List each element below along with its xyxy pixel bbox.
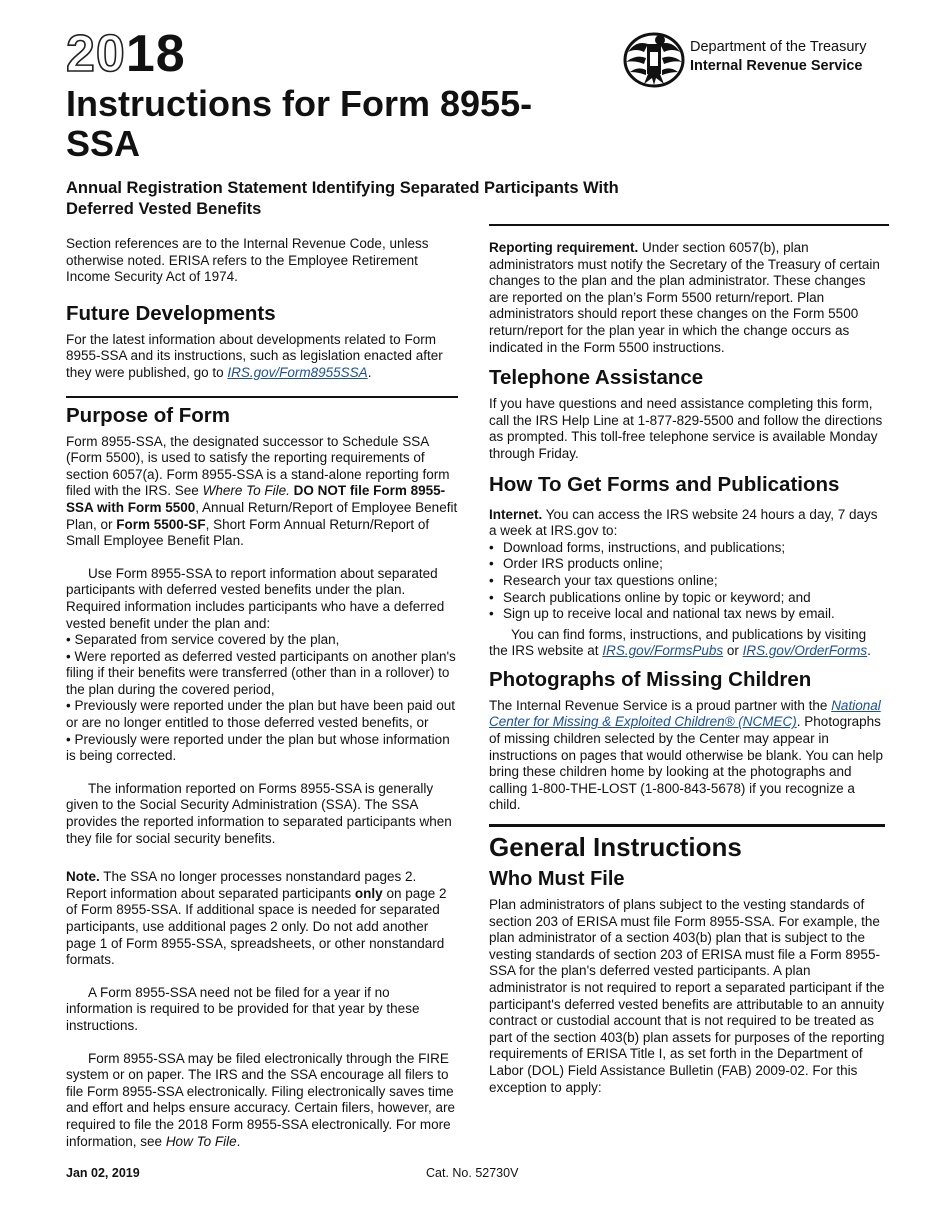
purpose-paragraph-2: Use Form 8955-SSA to report information about separated participants with deferred vested benefits under the plan. Required information includes participants who have a deferred vested benefit under the plan and: bbox=[66, 565, 445, 631]
forms-publications-heading: How To Get Forms and Publications bbox=[489, 472, 840, 496]
footer-date: Jan 02, 2019 bbox=[66, 1166, 140, 1180]
year-outline: 20 bbox=[66, 25, 126, 83]
internet-bullet-list bbox=[489, 540, 885, 623]
list-item: • Previously were reported under the plan but have been paid out or are no longer entitled to those deferred vested benefits, or bbox=[66, 698, 458, 731]
reporting-requirement-paragraph: Reporting requirement. Under section 6057(b), plan administrators must notify the Secretary of the Treasury of certain changes to the plan and the plan administrator. These changes are reported on the plan’s Form 5500 return/report. Plan administrators should report these changes on the Form 5500 return/report for the plan year in which the change occurs as indicated in the Form 5500 instructions. bbox=[489, 240, 880, 355]
list-item: • Search publications online by topic or keyword; and bbox=[489, 590, 885, 607]
agency-irs: Internal Revenue Service bbox=[690, 58, 863, 74]
purpose-paragraph-3: The information reported on Forms 8955-SSA is generally given to the Social Security Administration (SSA). The SSA provides the reported information to separated participants when they file for social security benefits. bbox=[66, 780, 452, 846]
how-to-file-ref: How To File bbox=[165, 1133, 237, 1149]
missing-children-paragraph: The Internal Revenue Service is a proud partner with the National Center for Missing & Exploited Children® (NCMEC). Photographs of missing children selected by the Center may appear in instructions on pages that would otherwise be blank. You can help bring these children home by looking at the photographs and calling 1-800-THE-LOST (1-800-843-5678) if you recognize a child. bbox=[489, 697, 884, 813]
purpose-paragraph-4: A Form 8955-SSA need not be filed for a year if no information is required to be provided for that year by these instructions. bbox=[66, 984, 420, 1033]
list-item: • Sign up to receive local and national tax news by email. bbox=[489, 606, 885, 623]
orderforms-link[interactable]: IRS.gov/OrderForms bbox=[742, 643, 868, 659]
who-must-file-heading: Who Must File bbox=[489, 868, 625, 891]
ncmec-link[interactable]: National Center for Missing & Exploited Children® (NCMEC) bbox=[489, 697, 881, 730]
formspubs-link[interactable]: IRS.gov/FormsPubs bbox=[602, 643, 724, 659]
left-column bbox=[66, 236, 458, 1166]
agency-department: Department of the Treasury bbox=[690, 39, 867, 55]
purpose-paragraph-1: Form 8955-SSA, the designated successor to Schedule SSA (Form 5500), is used to satisfy the reporting requirements of section 6057(a). Form 8955-SSA is a stand-alone reporting form filed with the IRS. See Where To File. DO NOT file Form 8955-SSA with Form 5500, Annual Return/Report of Employee Benefit Plan, or Form 5500-SF, Short Form Annual Return/Report of Small Employee Benefit Plan. bbox=[66, 433, 458, 549]
participant-bullet-list bbox=[66, 632, 458, 765]
list-item: • Separated from service covered by the plan, bbox=[66, 632, 458, 649]
right-column-rule bbox=[489, 224, 889, 234]
list-item: • Previously were reported under the plan but whose information is being corrected. bbox=[66, 732, 458, 765]
note-paragraph: Note. The SSA no longer processes nonstandard pages 2. Report information about separated participants only on page 2 of Form 8955-SSA. If additional space is needed for separated participants, use additional pages 2 only. Do not add another page 1 of Form 8955-SSA, spreadsheets, or other nonstandard formats. bbox=[66, 869, 447, 968]
purpose-of-form-heading: Purpose of Form bbox=[66, 396, 458, 428]
missing-children-heading: Photographs of Missing Children bbox=[489, 667, 812, 691]
list-item: • Order IRS products online; bbox=[489, 556, 885, 573]
list-item: • Were reported as deferred vested participants on another plan's filing if their benefits were transferred (other than in a rollover) to the plan during the covered period, bbox=[66, 649, 458, 699]
future-developments-paragraph: For the latest information about developments related to Form 8955-SSA and its instructions, such as legislation enacted after they were published, go to IRS.gov/Form8955SSA. bbox=[66, 331, 443, 380]
year-bold: 18 bbox=[125, 25, 186, 83]
where-to-file-ref: Where To File. bbox=[202, 483, 290, 499]
purpose-paragraph-5: Form 8955-SSA may be filed electronically through the FIRE system or on paper. The IRS and the SSA encourage all filers to file Form 8955-SSA electronically. Filing electronically saves time and effort and helps ensure accuracy. Certain filers, however, are required to file the 2018 Form 8955-SSA electronically. For more information, see How To File. bbox=[66, 1050, 455, 1149]
page-title: Instructions for Form 8955-SSA bbox=[66, 83, 533, 164]
future-developments-heading: Future Developments bbox=[66, 301, 276, 325]
telephone-assistance-heading: Telephone Assistance bbox=[489, 366, 704, 390]
find-forms-paragraph: You can find forms, instructions, and publications by visiting the IRS website at IRS.gov/FormsPubs or IRS.gov/OrderForms. bbox=[489, 626, 871, 659]
agency-block bbox=[690, 38, 867, 76]
internet-paragraph: Internet. You can access the IRS website 24 hours a day, 7 days a week at IRS.gov to: bbox=[489, 506, 878, 539]
general-instructions-heading: General Instructions bbox=[489, 824, 885, 863]
form-year bbox=[66, 26, 186, 82]
who-must-file-paragraph: Plan administrators of plans subject to the vesting standards of section 203 of ERISA must file Form 8955-SSA. For example, the plan administrator of a section 403(b) plan that is subject to the vesting standards of section 203 of ERISA must file a Form 8955-SSA for the plan's deferred vested participants. A plan administrator is not required to report a separated participant if the participant's deferred vested benefits are attributable to an annuity contract or custodial account that is not required to be treated as part of the section 403(b) plan assets for purposes of the reporting requirements of ERISA Title I, as set forth in the Department of Labor (DOL) Field Assistance Bulletin (FAB) 2009-02. For this exception to apply: bbox=[489, 897, 885, 1095]
telephone-assistance-paragraph: If you have questions and need assistance completing this form, call the IRS Help Line at 1-877-829-5500 and follow the directions as prompted. This toll-free telephone service is available Monday through Friday. bbox=[489, 396, 883, 461]
right-column bbox=[489, 240, 885, 1112]
page-subtitle: Annual Registration Statement Identifying Separated Participants With Deferred Vested Benefits bbox=[66, 179, 619, 218]
form8955ssa-link[interactable]: IRS.gov/Form8955SSA bbox=[227, 364, 368, 380]
footer-cat-number: Cat. No. 52730V bbox=[426, 1166, 519, 1180]
intro-paragraph: Section references are to the Internal Revenue Code, unless otherwise noted. ERISA refers to the Employee Retirement Income Security Act of 1974. bbox=[66, 236, 429, 285]
irs-eagle-logo-icon bbox=[622, 30, 686, 88]
list-item: • Download forms, instructions, and publications; bbox=[489, 540, 885, 557]
list-item: • Research your tax questions online; bbox=[489, 573, 885, 590]
